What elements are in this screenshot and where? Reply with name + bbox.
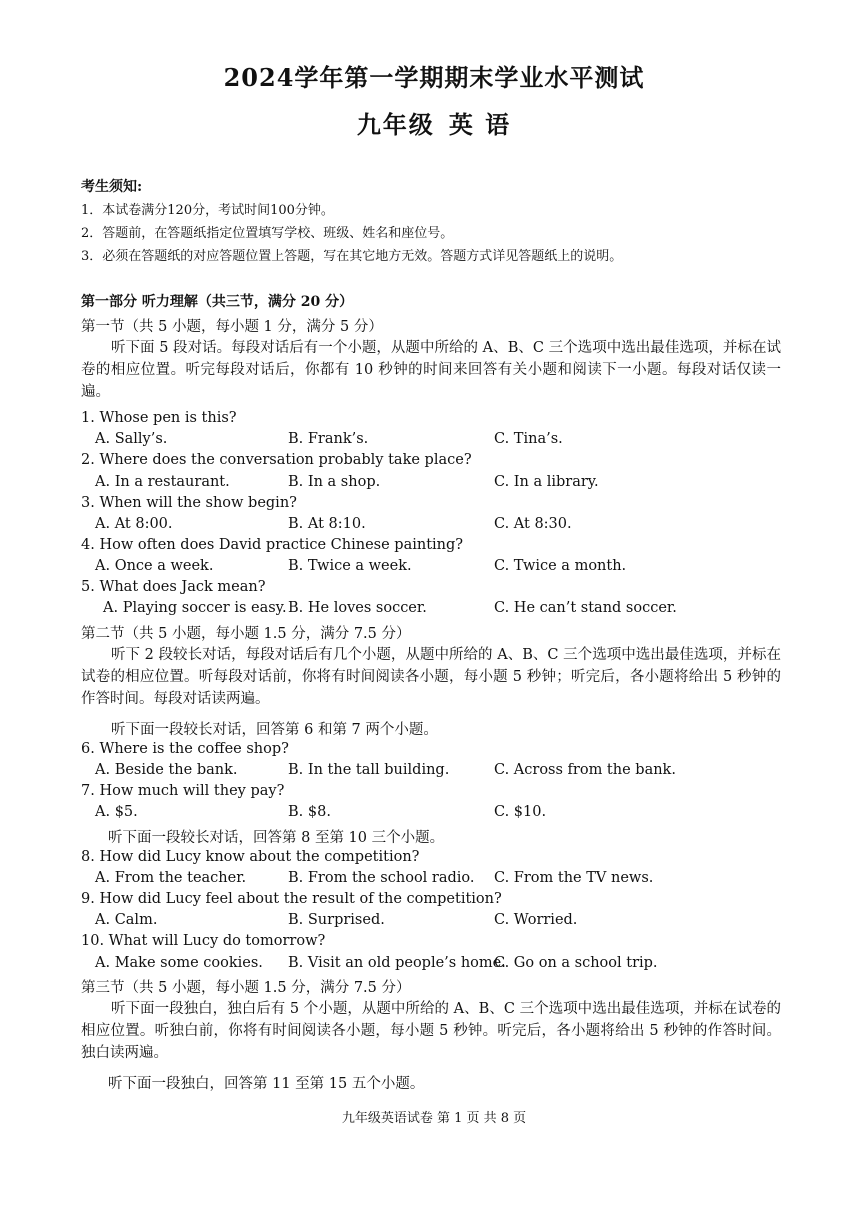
option-a: A. Beside the bank. — [95, 762, 238, 778]
option-b: B. From the school radio. — [288, 870, 475, 886]
exam-title: 2024学年第一学期期末学业水平测试 — [223, 63, 645, 92]
section3-heading: 第三节（共 5 小题，每小题 1.5 分，满分 7.5 分） — [81, 980, 411, 996]
option-a: A. $5. — [95, 804, 138, 820]
option-a: A. Calm. — [95, 912, 158, 928]
page-footer: 九年级英语试卷 第 1 页 共 8 页 — [341, 1111, 527, 1126]
question-text: 2. Where does the conversation probably take place? — [81, 452, 472, 468]
option-b: B. Visit an old people’s home. — [288, 955, 506, 971]
option-c: C. Tina’s. — [494, 431, 563, 447]
option-b: B. Frank’s. — [288, 431, 369, 447]
option-b: B. He loves soccer. — [288, 600, 427, 616]
section2-heading: 第二节（共 5 小题，每小题 1.5 分，满分 7.5 分） — [81, 626, 411, 642]
option-c: C. Twice a month. — [494, 558, 627, 574]
option-c: C. At 8:30. — [494, 516, 572, 532]
option-b: B. Twice a week. — [288, 558, 412, 574]
notice-item: 1．本试卷满分120分，考试时间100分钟。 — [81, 203, 334, 218]
grade-label: 九年级 — [356, 110, 435, 139]
subject-label: 英 语 — [448, 110, 512, 139]
option-b: B. Surprised. — [288, 912, 385, 928]
section2-lead-1: 听下面一段较长对话，回答第 6 和第 7 两个小题。 — [111, 722, 438, 738]
option-a: A. Playing soccer is easy. — [103, 600, 287, 616]
part1-heading: 第一部分 听力理解（共三节，满分 20 分） — [81, 294, 354, 310]
section2-lead-2: 听下面一段较长对话，回答第 8 至第 10 三个小题。 — [108, 830, 445, 846]
option-b: B. In the tall building. — [288, 762, 450, 778]
option-c: C. Worried. — [494, 912, 578, 928]
option-c: C. Go on a school trip. — [494, 955, 658, 971]
option-a: A. From the teacher. — [95, 870, 247, 886]
section2-instruction: 听下 2 段较长对话，每段对话后有几个小题，从题中所给的 A、B、C 三个选项中选出最佳选项，并标在试卷的相应位置。听每段对话前，你将有时间阅读各小题，每小题 5 秒钟；听完后，各小题将给出 5 秒钟的作答时间。每段对话读两遍。 — [81, 647, 781, 707]
notice-item: 3．必须在答题纸的对应答题位置上答题，写在其它地方无效。答题方式详见答题纸上的说明。 — [81, 249, 623, 264]
question-text: 6. Where is the coffee shop? — [81, 741, 289, 757]
question-text: 9. How did Lucy feel about the result of the competition? — [81, 891, 502, 907]
exam-subtitle — [0, 105, 868, 140]
option-b: B. At 8:10. — [288, 516, 366, 532]
option-a: A. Once a week. — [95, 558, 214, 574]
option-b: B. $8. — [288, 804, 331, 820]
question-text: 1. Whose pen is this? — [81, 410, 237, 426]
question-text: 8. How did Lucy know about the competition? — [81, 849, 420, 865]
question-text: 7. How much will they pay? — [81, 783, 285, 799]
question-text: 10. What will Lucy do tomorrow? — [81, 933, 326, 949]
option-a: A. In a restaurant. — [95, 474, 230, 490]
notice-item: 2．答题前，在答题纸指定位置填写学校、班级、姓名和座位号。 — [81, 226, 454, 241]
option-c: C. He can’t stand soccer. — [494, 600, 677, 616]
option-c: C. Across from the bank. — [494, 762, 676, 778]
option-c: C. In a library. — [494, 474, 599, 490]
question-text: 4. How often does David practice Chinese painting? — [81, 537, 464, 553]
section1-heading: 第一节（共 5 小题，每小题 1 分，满分 5 分） — [81, 319, 383, 335]
option-b: B. In a shop. — [288, 474, 381, 490]
section1-instruction: 听下面 5 段对话。每段对话后有一个小题，从题中所给的 A、B、C 三个选项中选出最佳选项，并标在试卷的相应位置。听完每段对话后，你都有 10 秒钟的时间来回答有关小题和阅读下一小题。每段对话仅读一遍。 — [81, 340, 781, 400]
notice-heading: 考生须知: — [81, 179, 143, 195]
section3-lead: 听下面一段独白，回答第 11 至第 15 五个小题。 — [108, 1076, 425, 1092]
option-a: A. At 8:00. — [95, 516, 173, 532]
section3-instruction: 听下面一段独白，独白后有 5 个小题，从题中所给的 A、B、C 三个选项中选出最佳选项，并标在试卷的相应位置。听独白前，你将有时间阅读各小题，每小题 5 秒钟。听完后，各小题将给出 5 秒钟的作答时间。独白读两遍。 — [81, 1001, 781, 1061]
option-c: C. From the TV news. — [494, 870, 654, 886]
option-a: A. Make some cookies. — [95, 955, 263, 971]
option-c: C. $10. — [494, 804, 547, 820]
question-text: 3. When will the show begin? — [81, 495, 297, 511]
question-text: 5. What does Jack mean? — [81, 579, 266, 595]
option-a: A. Sally’s. — [95, 431, 168, 447]
